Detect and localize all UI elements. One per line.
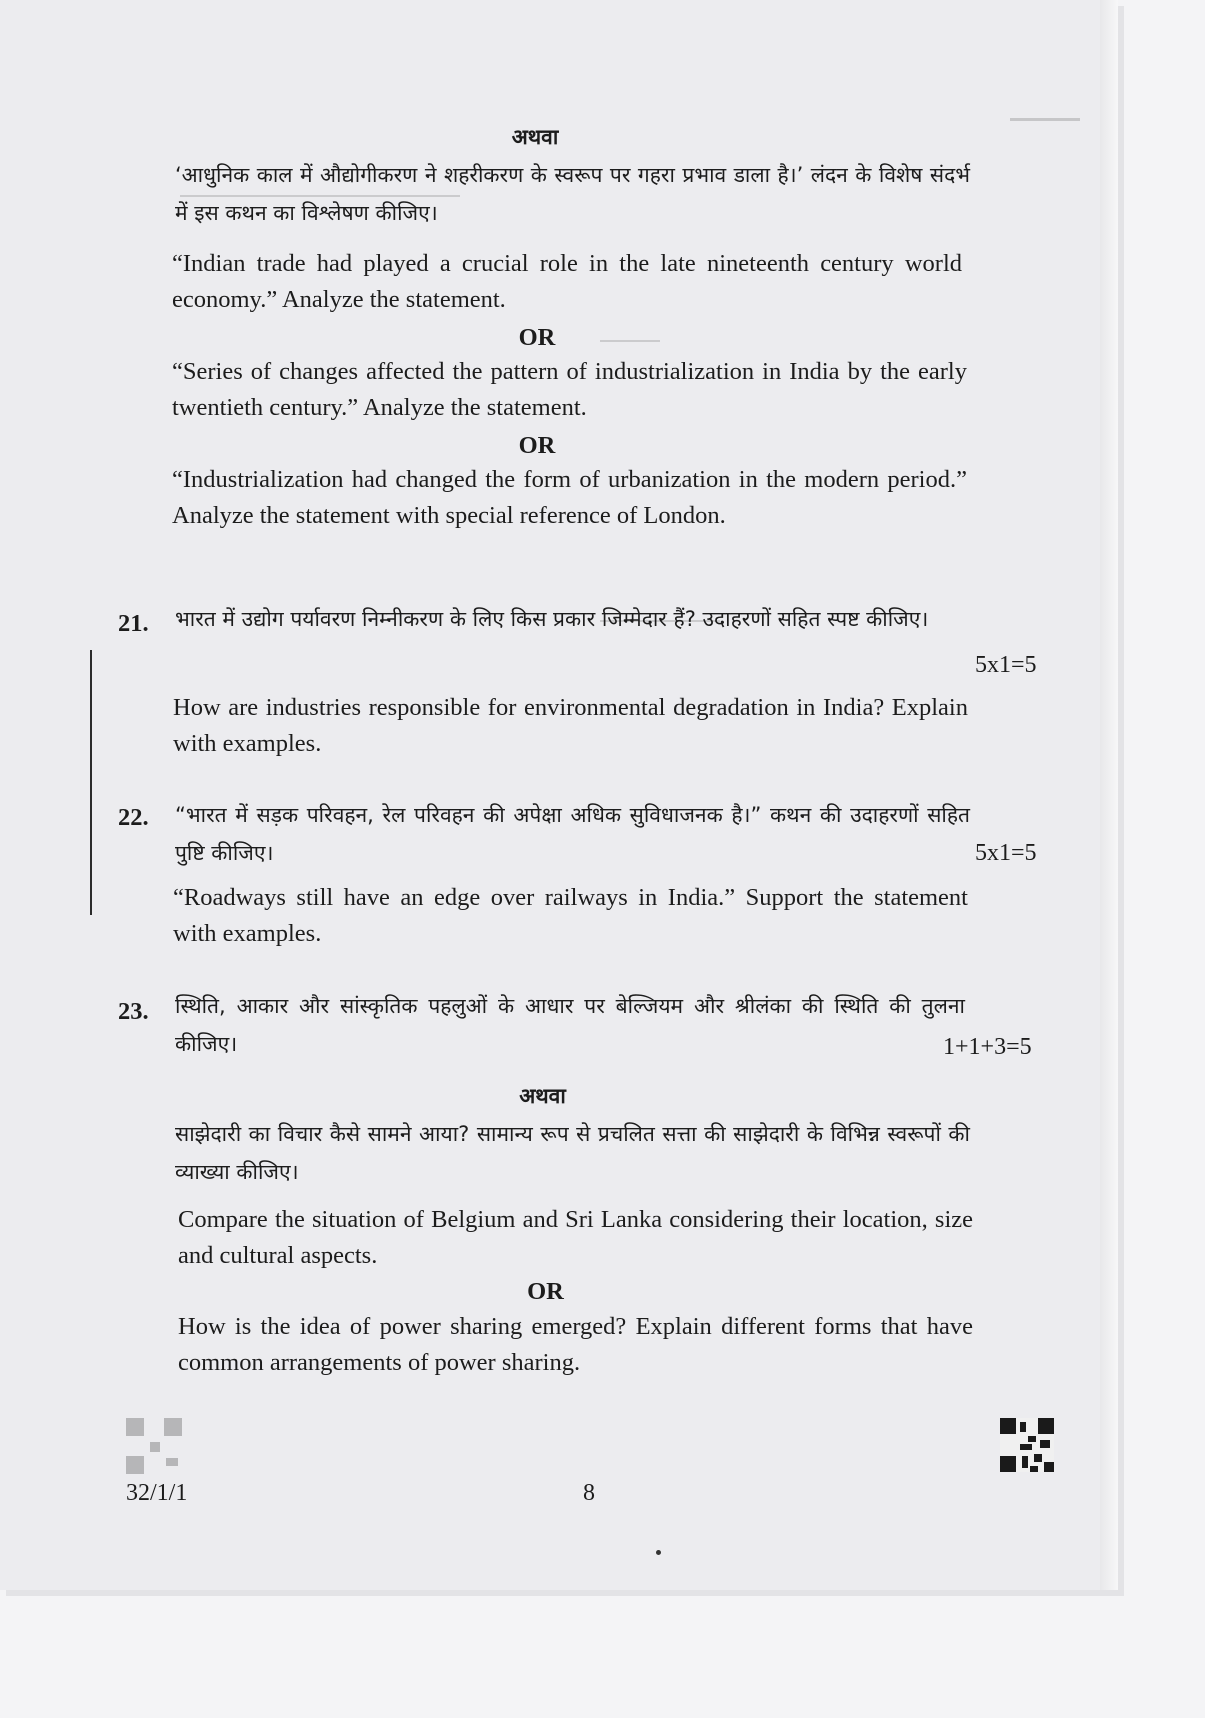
q22-english: “Roadways still have an edge over railways in India.” Support the statement with examples.	[173, 884, 968, 947]
qr-code-faint	[126, 1418, 182, 1474]
margin-line	[90, 650, 92, 915]
ink-dot	[656, 1550, 661, 1555]
q20-english-or-1: “Series of changes affected the pattern of industrialization in India by the early twentieth century.” Analyze the statement.	[172, 358, 967, 421]
q23-number: 23.	[118, 998, 149, 1025]
q20-hindi-or-text: ‘आधुनिक काल में औद्योगीकरण ने शहरीकरण के स्वरूप पर गहरा प्रभाव डाला है।’ लंदन के विशेष संदर्भ में इस कथन का विश्लेषण कीजिए।	[175, 163, 970, 225]
q21-number: 21.	[118, 610, 149, 637]
q21-hindi: भारत में उद्योग पर्यावरण निम्नीकरण के लिए किस प्रकार जिम्मेदार हैं? उदाहरणों सहित स्पष्ट कीजिए।	[175, 607, 929, 631]
q23-marks: 1+1+3=5	[943, 1034, 1032, 1060]
paper-code: 32/1/1	[126, 1480, 188, 1506]
q21-english: How are industries responsible for environmental degradation in India? Explain with examples.	[173, 694, 968, 757]
q23-english-or: How is the idea of power sharing emerged? Explain different forms that have common arrangements of power sharing.	[178, 1313, 973, 1376]
q22-hindi: “भारत में सड़क परिवहन, रेल परिवहन की अपेक्षा अधिक सुविधाजनक है।” कथन की उदाहरणों सहित पुष्टि कीजिए।	[175, 803, 970, 865]
or-heading-2: OR	[518, 432, 556, 459]
q20-english-or-2: “Industrialization had changed the form of urbanization in the modern period.” Analyze the statement with special reference of London.	[172, 466, 967, 529]
bleed-through-mark	[1010, 118, 1080, 121]
q23-hindi: स्थिति, आकार और सांस्कृतिक पहलुओं के आधार पर बेल्जियम और श्रीलंका की स्थिति की तुलना कीजिए।	[175, 994, 965, 1056]
q22-number: 22.	[118, 804, 149, 831]
q22-marks: 5x1=5	[975, 840, 1037, 866]
or-heading-1: OR	[518, 324, 556, 351]
athva-heading-2: अथवा	[519, 1084, 566, 1108]
q23-english: Compare the situation of Belgium and Sri Lanka considering their location, size and cultural aspects.	[178, 1206, 973, 1269]
or-heading-3: OR	[527, 1278, 564, 1305]
athva-heading-1: अथवा	[511, 125, 559, 149]
page-number: 8	[583, 1480, 595, 1506]
q23-hindi-or: साझेदारी का विचार कैसे सामने आया? सामान्य रूप से प्रचलित सत्ता की साझेदारी के विभिन्न स्वरूपों की व्याख्या कीजिए।	[175, 1122, 970, 1184]
qr-code	[1000, 1418, 1054, 1472]
q20-english-question: “Indian trade had played a crucial role in the late nineteenth century world economy.” Analyze the statement.	[172, 250, 962, 313]
paper-edge	[1100, 0, 1118, 1590]
q21-marks: 5x1=5	[975, 652, 1037, 678]
